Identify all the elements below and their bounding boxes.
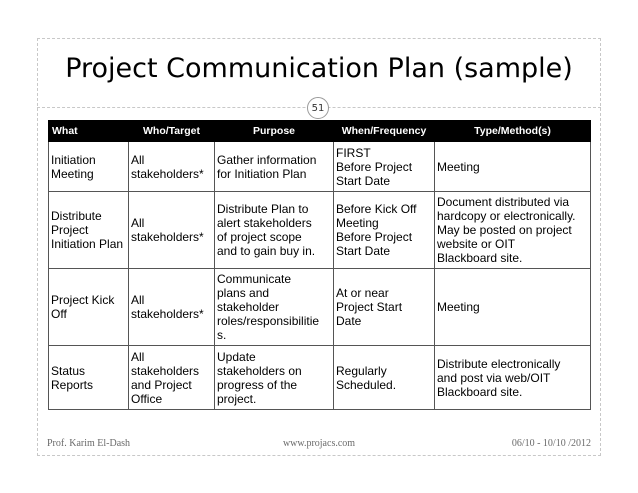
- header-type-method: Type/Method(s): [435, 121, 591, 142]
- table-row: [49, 269, 591, 346]
- header-purpose: Purpose: [215, 121, 334, 142]
- cell-purpose: Gather information for Initiation Plan: [215, 142, 334, 192]
- cell-what: Project Kick Off: [49, 269, 129, 346]
- table-row: [49, 142, 591, 192]
- cell-type-method: Distribute electronically and post via web/OIT Blackboard site.: [435, 346, 591, 410]
- cell-what: Distribute Project Initiation Plan: [49, 192, 129, 269]
- header-when-frequency: When/Frequency: [334, 121, 435, 142]
- cell-what: Status Reports: [49, 346, 129, 410]
- table-row: [49, 346, 591, 410]
- cell-type-method: Meeting: [435, 142, 591, 192]
- cell-who-target: All stakeholders*: [129, 192, 215, 269]
- cell-purpose: Update stakeholders on progress of the project.: [215, 346, 334, 410]
- cell-purpose: Distribute Plan to alert stakeholders of project scope and to gain buy in.: [215, 192, 334, 269]
- header-what: What: [49, 121, 129, 142]
- cell-what: Initiation Meeting: [49, 142, 129, 192]
- communication-plan-table: [48, 120, 591, 410]
- cell-who-target: All stakeholders*: [129, 269, 215, 346]
- cell-when-frequency: Before Kick Off Meeting Before Project Start Date: [334, 192, 435, 269]
- table-row: [49, 192, 591, 269]
- slide-footer: [37, 430, 601, 456]
- cell-when-frequency: Regularly Scheduled.: [334, 346, 435, 410]
- cell-who-target: All stakeholders and Project Office: [129, 346, 215, 410]
- cell-type-method: Meeting: [435, 269, 591, 346]
- page-number-badge: 51: [307, 97, 329, 119]
- header-who-target: Who/Target: [129, 121, 215, 142]
- footer-date: 06/10 - 10/10 /2012: [511, 438, 591, 449]
- cell-who-target: All stakeholders*: [129, 142, 215, 192]
- cell-purpose: Communicate plans and stakeholder roles/responsibilitie s.: [215, 269, 334, 346]
- slide-title: Project Communication Plan (sample): [65, 53, 573, 84]
- cell-when-frequency: At or near Project Start Date: [334, 269, 435, 346]
- cell-type-method: Document distributed via hardcopy or electronically. May be posted on project website or OIT Blackboard site.: [435, 192, 591, 269]
- footer-author: Prof. Karim El-Dash: [47, 438, 131, 449]
- cell-when-frequency: FIRST Before Project Start Date: [334, 142, 435, 192]
- table-header-row: [49, 121, 591, 142]
- footer-website: www.projacs.com: [282, 438, 356, 449]
